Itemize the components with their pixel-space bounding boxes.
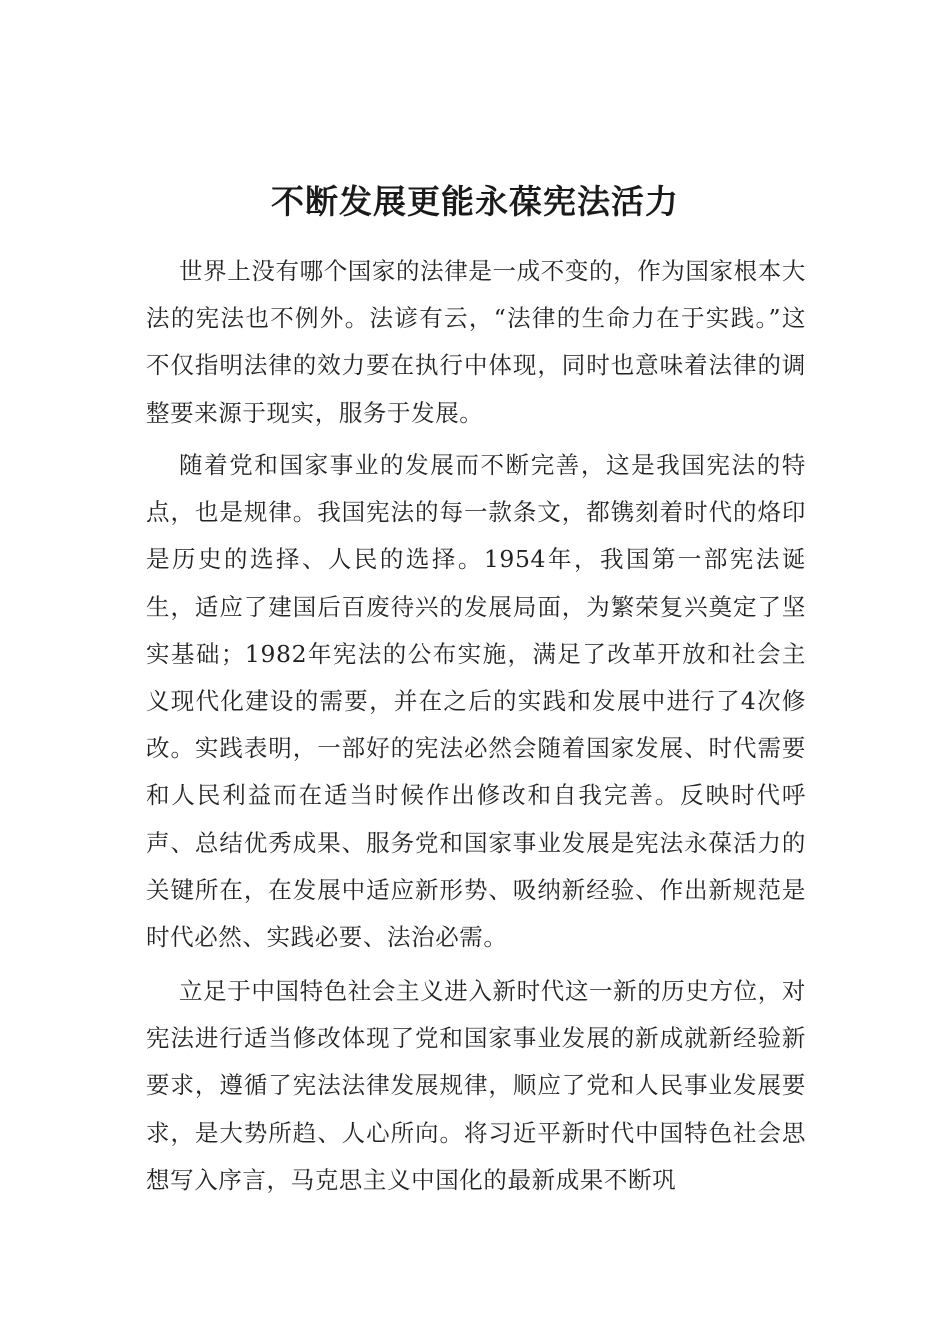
paragraph-3: 立足于中国特色社会主义进入新时代这一新的历史方位，对宪法进行适当修改体现了党和国家事业发展的新成就新经验新要求，遵循了宪法法律发展规律，顺应了党和人民事业发展要求，是大势所趋、人心所向。将习近平新时代中国特色社会思想写入序言，马克思主义中国化的最新成果不断巩: [146, 977, 806, 1194]
paragraph-1: 世界上没有哪个国家的法律是一成不变的，作为国家根本大法的宪法也不例外。法谚有云，“法律的生命力在于实践。”这不仅指明法律的效力要在执行中体现，同时也意味着法律的调整要来源于现实，服务于发展。: [146, 257, 806, 427]
document-title: 不断发展更能永葆宪法活力: [271, 182, 679, 221]
paragraph-2: 随着党和国家事业的发展而不断完善，这是我国宪法的特点，也是规律。我国宪法的每一款条文，都镌刻着时代的烙印是历史的选择、人民的选择。1954年，我国第一部宪法诞生，适应了建国后百废待兴的发展局面，为繁荣复兴奠定了坚实基础；1982年宪法的公布实施，满足了改革开放和社会主义现代化建设的需要，并在之后的实践和发展中进行了4次修改。实践表明，一部好的宪法必然会随着国家发展、时代需要和人民利益而在适当时候作出修改和自我完善。反映时代呼声、总结优秀成果、服务党和国家事业发展是宪法永葆活力的关键所在，在发展中适应新形势、吸纳新经验、作出新规范是时代必然、实践必要、法治必需。: [146, 451, 806, 952]
